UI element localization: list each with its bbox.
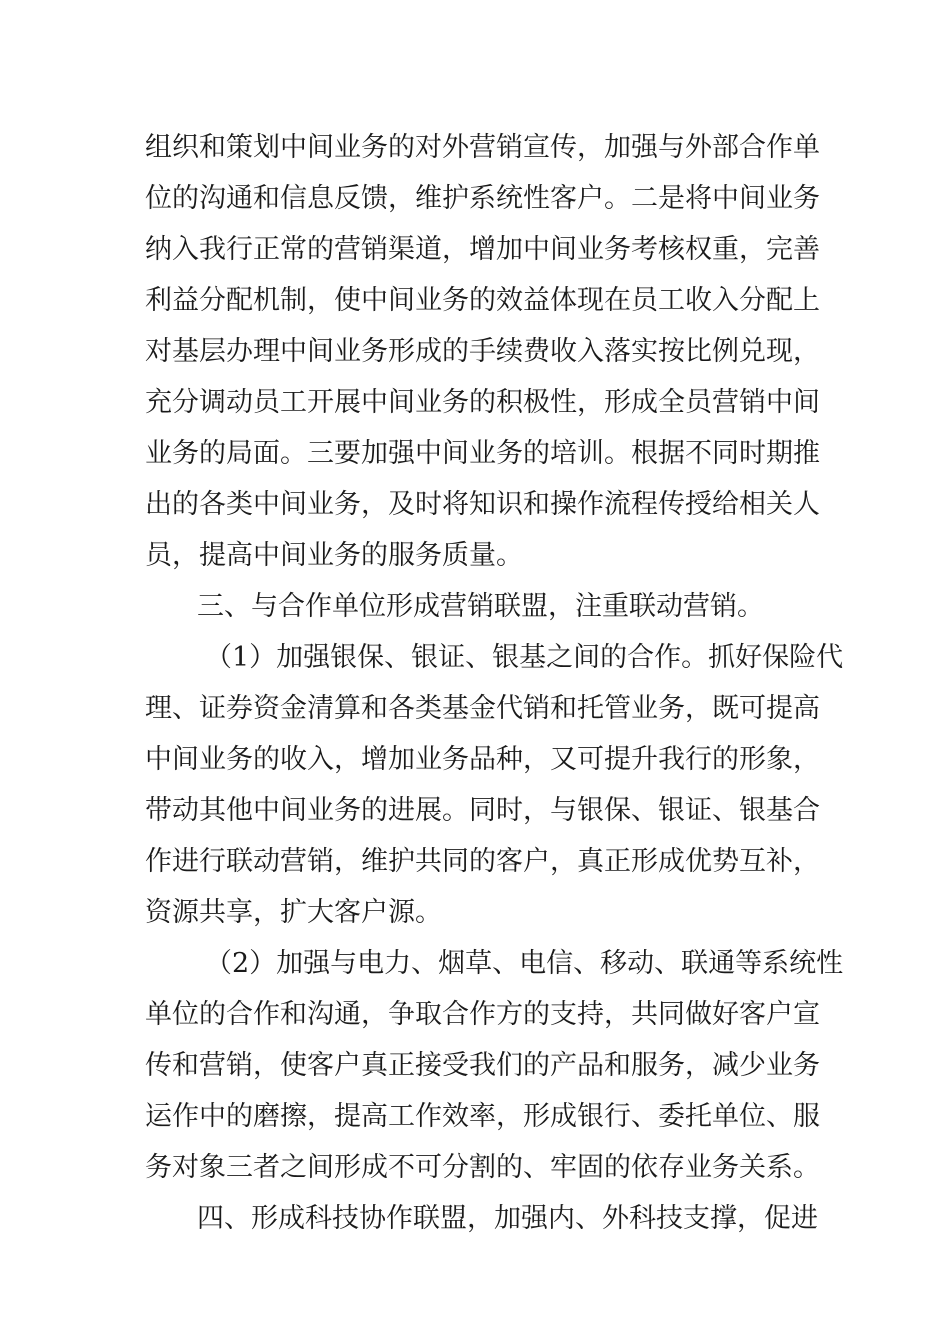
text-line: 员，提高中间业务的服务质量。 (145, 540, 523, 571)
text-line: 业务的局面。三要加强中间业务的培训。根据不同时期推 (145, 438, 820, 469)
text-line: 带动其他中间业务的进展。同时，与银保、银证、银基合 (145, 795, 820, 826)
text-line: 务对象三者之间形成不可分割的、牢固的依存业务关系。 (145, 1152, 820, 1183)
text-line: 资源共享，扩大客户源。 (145, 897, 442, 928)
text-line: 组织和策划中间业务的对外营销宣传，加强与外部合作单 (145, 132, 820, 163)
text-line: 位的沟通和信息反馈，维护系统性客户。二是将中间业务 (145, 183, 820, 214)
text-line: 理、证券资金清算和各类基金代销和托管业务，既可提高 (145, 693, 820, 724)
text-line: 充分调动员工开展中间业务的积极性，形成全员营销中间 (145, 387, 820, 418)
section-heading: 三、与合作单位形成营销联盟，注重联动营销。 (197, 591, 764, 622)
text-line: （2）加强与电力、烟草、电信、移动、联通等系统性 (205, 948, 844, 979)
body-text (145, 122, 844, 1244)
text-line: 中间业务的收入，增加业务品种，又可提升我行的形象， (145, 744, 820, 775)
text-line: 传和营销，使客户真正接受我们的产品和服务，减少业务 (145, 1050, 820, 1081)
section-heading: 四、形成科技协作联盟，加强内、外科技支撑，促进 (197, 1203, 818, 1234)
text-line: 对基层办理中间业务形成的手续费收入落实按比例兑现， (145, 336, 820, 367)
text-line: （1）加强银保、银证、银基之间的合作。抓好保险代 (205, 642, 844, 673)
text-line: 利益分配机制，使中间业务的效益体现在员工收入分配上 (145, 285, 820, 316)
text-line: 纳入我行正常的营销渠道，增加中间业务考核权重，完善 (145, 234, 820, 265)
text-line: 运作中的磨擦，提高工作效率，形成银行、委托单位、服 (145, 1101, 820, 1132)
text-line: 作进行联动营销，维护共同的客户，真正形成优势互补， (145, 846, 820, 877)
text-line: 单位的合作和沟通，争取合作方的支持，共同做好客户宣 (145, 999, 820, 1030)
text-line: 出的各类中间业务，及时将知识和操作流程传授给相关人 (145, 489, 820, 520)
